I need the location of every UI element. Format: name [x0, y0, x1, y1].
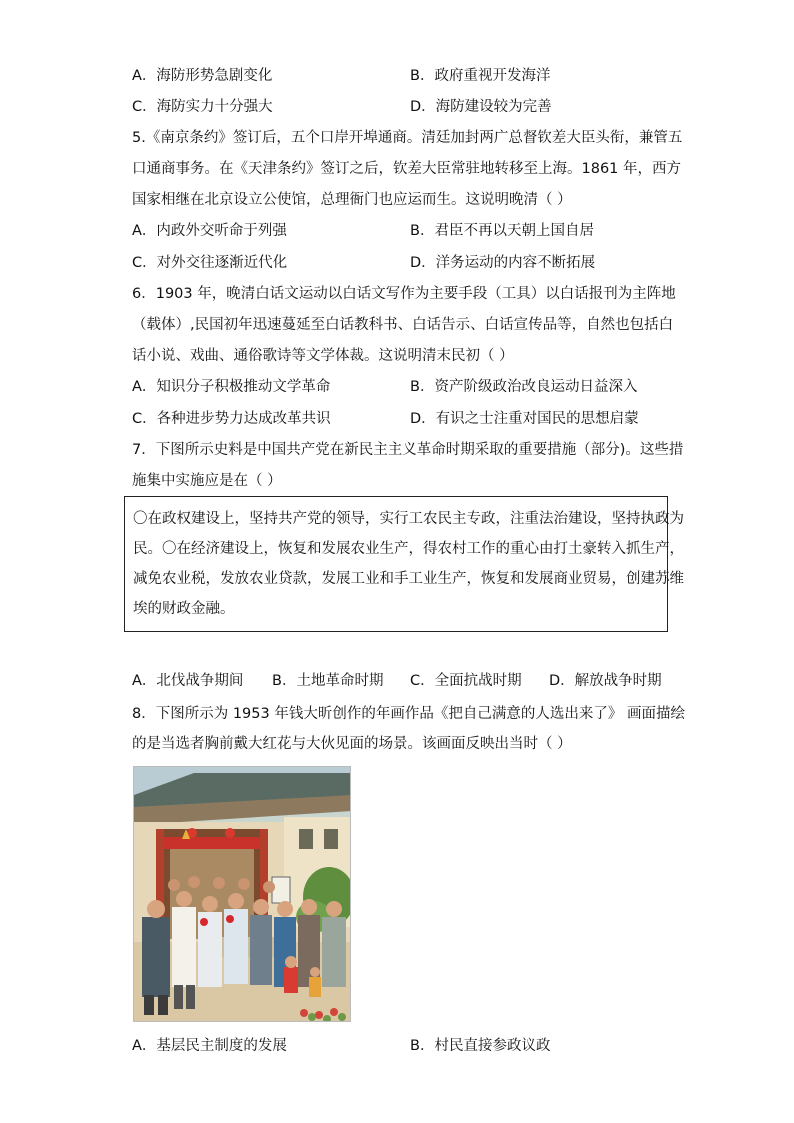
q6-option-b: B．资产阶级政治改良运动日益深入 — [410, 379, 638, 395]
q7-stem-line: 7．下图所示史料是中国共产党在新民主主义革命时期采取的重要措施（部分)。这些措 — [132, 442, 684, 458]
q7-source-line: 民。〇在经济建设上，恢复和发展农业生产，得农村工作的重心由打土豪转入抓生产， — [133, 541, 684, 557]
q6-option-d: D．有识之士注重对国民的思想启蒙 — [410, 411, 639, 427]
q8-option-b: B．村民直接参政议政 — [410, 1038, 551, 1054]
q5-stem-line: 国家相继在北京设立公使馆，总理衙门也应运而生。这说明晚清（ ） — [132, 192, 572, 208]
q7-option-c: C．全面抗战时期 — [410, 673, 522, 689]
q5-stem-line: 5.《南京条约》签订后，五个口岸开埠通商。清廷加封两广总督钦差大臣头衔，兼管五 — [132, 130, 683, 146]
q5-option-c: C．对外交往逐渐近代化 — [132, 255, 288, 271]
q4-option-a: A．海防形势急剧变化 — [132, 68, 273, 84]
q7-option-a: A．北伐战争期间 — [132, 673, 244, 689]
q7-stem-line: 施集中实施应是在（ ） — [132, 473, 282, 489]
q7-source-line: 减免农业税，发放农业贷款，发展工业和手工业生产，恢复和发展商业贸易，创建苏维 — [133, 571, 684, 587]
q4-option-c: C．海防实力十分强大 — [132, 99, 273, 115]
q5-option-b: B．君臣不再以天朝上国自居 — [410, 223, 594, 239]
q7-source-box — [124, 496, 684, 632]
q6-option-c: C．各种进步势力达成改革共识 — [132, 411, 331, 427]
q6-option-a: A．知识分子积极推动文学革命 — [132, 379, 331, 395]
q8-stem-line: 8．下图所示为 1953 年钱大昕创作的年画作品《把自己满意的人选出来了》 画面描绘 — [132, 706, 685, 722]
q4-option-d: D．海防建设较为完善 — [410, 99, 552, 115]
q7-source-line: 〇在政权建设上，坚持共产党的领导，实行工农民主专政，注重法治建设，坚持执政为 — [133, 511, 684, 527]
q5-option-d: D．洋务运动的内容不断拓展 — [410, 255, 596, 271]
q8-option-a: A．基层民主制度的发展 — [132, 1038, 287, 1054]
q4-option-b: B．政府重视开发海洋 — [410, 68, 551, 84]
q7-option-d: D．解放战争时期 — [549, 673, 662, 689]
q7-option-b: B．土地革命时期 — [272, 673, 384, 689]
q6-stem-line: 话小说、戏曲、通俗歌诗等文学体裁。这说明清末民初（ ） — [132, 348, 514, 364]
q6-stem-line: （载体）,民国初年迅速蔓延至白话教科书、白话告示、白话宣传品等，自然也包括白 — [132, 317, 674, 333]
q5-stem-line: 口通商事务。在《天津条约》签订之后，钦差大臣常驻地转移至上海。1861 年，西方 — [132, 161, 682, 177]
q5-option-a: A．内政外交听命于列强 — [132, 223, 287, 239]
q8-stem-line: 的是当选者胸前戴大红花与大伙见面的场景。该画面反映出当时（ ） — [132, 736, 572, 752]
q6-stem-line: 6．1903 年，晚清白话文运动以白话文写作为主要手段（工具）以白话报刊为主阵地 — [132, 286, 676, 302]
election-poster-image — [133, 766, 351, 1022]
q7-source-line: 埃的财政金融。 — [133, 601, 235, 617]
